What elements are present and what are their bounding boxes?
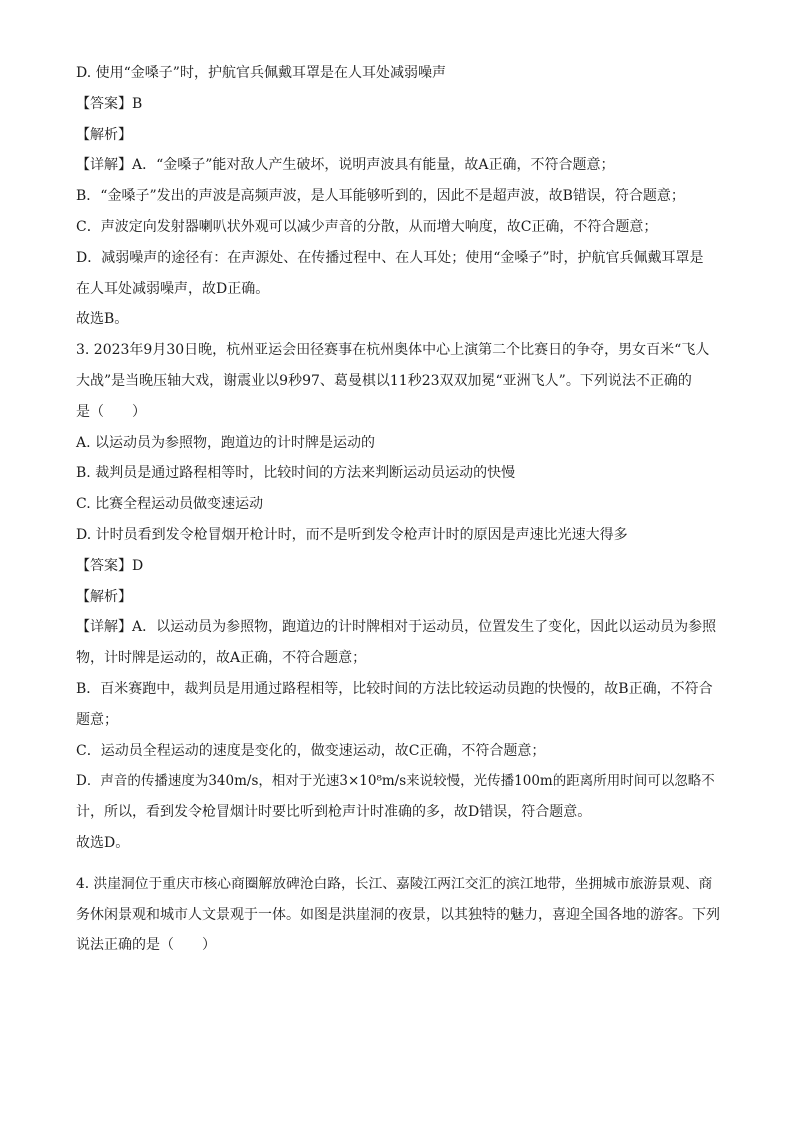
question-spacer [76,859,722,869]
q3-detail-d-line1: D．声音的传播速度为340m/s，相对于光速3×10⁸m/s来说较慢，光传播100m的距离所用时间可以忽略不 [76,773,715,790]
q3-stem-line1: 3. 2023年9月30日晚，杭州亚运会田径赛事在杭州奥体中心上演第二个比赛日的争夺，男女百米“飞人 [76,342,710,359]
q3-detail-a-line1: 【详解】A．以运动员为参照物，跑道边的计时牌相对于运动员，位置发生了变化，因此以运动员为参照 [76,619,717,636]
q2-option-d: D. 使用“金嗓子”时，护航官兵佩戴耳罩是在人耳处减弱噪声 [76,65,446,81]
q3-answer-label: 【答案】D [76,557,144,574]
q3-analysis-label: 【解析】 [76,588,132,605]
q3-stem-line3: 是（ ） [76,403,146,420]
q3-option-a: A. 以运动员为参照物，跑道边的计时牌是运动的 [76,434,376,451]
document-page [76,58,722,961]
q4-stem-line1: 4. 洪崖洞位于重庆市核心商圈解放碑沧白路，长江、嘉陵江两江交汇的滨江地带，坐拥城市旅游景观、商 [76,875,713,892]
q3-detail-c: C．运动员全程运动的速度是变化的，做变速运动，故C正确，不符合题意； [76,742,546,759]
q3-detail-b-line2: 题意； [76,711,118,728]
q4-stem-line2: 务休闲景观和城市人文景观于一体。如图是洪崖洞的夜景，以其独特的魅力，喜迎全国各地的游客。下列 [76,906,720,923]
q2-detail-b: B．“金嗓子”发出的声波是高频声波，是人耳能够听到的，因此不是超声波，故B错误，符合题意； [76,188,685,205]
q3-option-d: D. 计时员看到发令枪冒烟开枪计时，而不是听到发令枪声计时的原因是声速比光速大得多 [76,526,628,543]
q3-detail-b-line1: B．百米赛跑中，裁判员是用通过路程相等，比较时间的方法比较运动员跑的快慢的，故B正确，不符合 [76,680,713,697]
q4-stem-line3: 说法正确的是（ ） [76,937,216,954]
q3-option-b: B. 裁判员是通过路程相等时，比较时间的方法来判断运动员运动的快慢 [76,465,516,482]
q2-detail-c: C．声波定向发射器喇叭状外观可以减少声音的分散，从而增大响度，故C正确，不符合题意； [76,218,658,235]
q2-analysis-label: 【解析】 [76,126,132,143]
q3-option-c: C. 比赛全程运动员做变速运动 [76,496,264,513]
q2-answer-label: 【答案】B [76,95,143,112]
q2-detail-a: 【详解】A．“金嗓子”能对敌人产生破坏，说明声波具有能量，故A正确，不符合题意； [76,157,615,174]
q2-conclusion: 故选B。 [76,311,129,328]
q3-stem-line2: 大战”是当晚压轴大戏，谢震业以9秒97、葛曼棋以11秒23双双加冕“亚洲飞人”。下列说法不正确的 [76,372,692,389]
q2-detail-d-line1: D．减弱噪声的途径有：在声源处、在传播过程中、在人耳处；使用“金嗓子”时，护航官兵佩戴耳罩是 [76,249,704,266]
q3-detail-d-line2: 计，所以，看到发令枪冒烟计时要比听到枪声计时准确的多，故D错误，符合题意。 [76,804,592,821]
q3-detail-a-line2: 物，计时牌是运动的，故A正确，不符合题意； [76,650,367,667]
q2-detail-d-line2: 在人耳处减弱噪声，故D正确。 [76,280,270,297]
q3-conclusion: 故选D。 [76,834,130,851]
